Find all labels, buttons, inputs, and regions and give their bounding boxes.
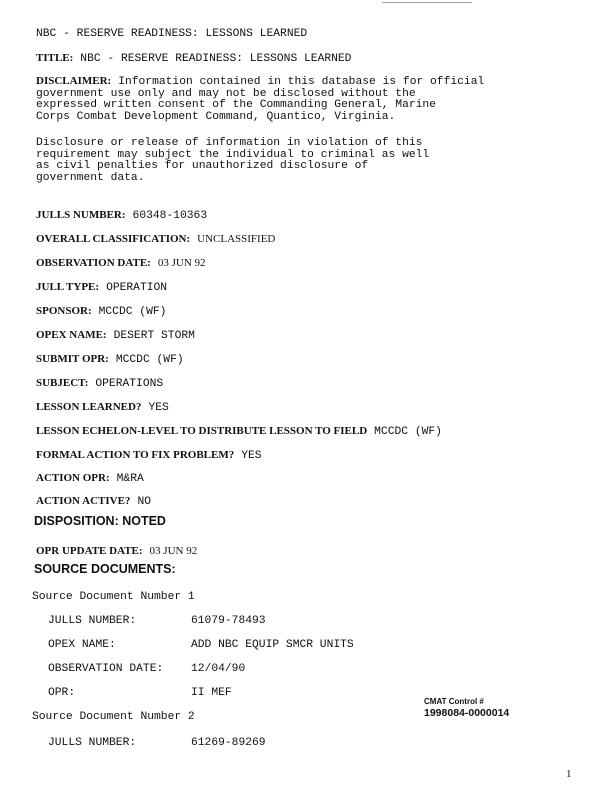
- field-value: M&RA: [116, 473, 144, 485]
- field-label: ACTION OPR:: [36, 472, 110, 484]
- field-value: 60348-10363: [132, 210, 208, 222]
- header-line: NBC - RESERVE READINESS: LESSONS LEARNED: [36, 28, 308, 40]
- field-opr-update-date: [36, 545, 197, 558]
- field-submit-opr: [36, 353, 184, 366]
- field-value: MCCDC (WF): [98, 306, 167, 318]
- disposition: DISPOSITION: NOTED: [34, 514, 166, 528]
- field-label: SPONSOR:: [36, 305, 92, 317]
- field-action-active: [36, 495, 151, 508]
- disclosure-line-1: Disclosure or release of information in violation of this: [36, 137, 423, 149]
- field-label: LESSON LEARNED?: [36, 401, 142, 413]
- field-value: UNCLASSIFIED: [197, 233, 276, 245]
- field-julls-number: [36, 209, 207, 222]
- title-label: TITLE:: [36, 52, 74, 64]
- field-label: JULLS NUMBER:: [36, 209, 126, 221]
- sd1-obs-label: OBSERVATION DATE:: [48, 663, 164, 675]
- field-label: OBSERVATION DATE:: [36, 257, 151, 269]
- field-label: OPEX NAME:: [36, 329, 107, 341]
- field-label: SUBMIT OPR:: [36, 353, 109, 365]
- field-value: NO: [137, 496, 151, 508]
- field-action-opr: [36, 472, 144, 485]
- sd2-julls-label: JULLS NUMBER:: [48, 737, 137, 749]
- top-rule: [382, 2, 472, 3]
- title-row: [36, 52, 351, 65]
- field-value: MCCDC (WF): [115, 354, 184, 366]
- field-echelon-level: [36, 425, 442, 438]
- field-value: OPERATIONS: [95, 378, 164, 390]
- page-number: 1: [566, 768, 572, 780]
- field-value: YES: [148, 402, 169, 414]
- source-document-2-heading: Source Document Number 2: [32, 711, 195, 723]
- sd1-opr-value: II MEF: [191, 687, 232, 699]
- field-subject: [36, 377, 163, 390]
- disclosure-line-2: requirement may subject the individual to criminal as well: [36, 148, 430, 161]
- field-label: ACTION ACTIVE?: [36, 495, 131, 507]
- sd2-julls-value: 61269-89269: [191, 737, 266, 749]
- field-label: OVERALL CLASSIFICATION:: [36, 233, 191, 245]
- field-value: YES: [241, 450, 262, 462]
- disclaimer-block: [36, 76, 484, 123]
- field-label: JULL TYPE:: [36, 281, 100, 293]
- source-document-1-heading: Source Document Number 1: [32, 591, 195, 603]
- field-lesson-learned: [36, 401, 169, 414]
- field-label: OPR UPDATE DATE:: [36, 545, 143, 557]
- field-label: FORMAL ACTION TO FIX PROBLEM?: [36, 449, 235, 461]
- field-value: DESERT STORM: [113, 330, 195, 342]
- field-formal-action: [36, 449, 262, 462]
- cmat-control-label: CMAT Control #: [424, 697, 484, 706]
- field-label: SUBJECT:: [36, 377, 89, 389]
- field-label: LESSON ECHELON-LEVEL TO DISTRIBUTE LESSON TO FIELD: [36, 425, 368, 437]
- disclaimer-line-4: Corps Combat Development Command, Quantico, Virginia.: [36, 110, 396, 123]
- cmat-control-number: 1998084-0000014: [424, 707, 510, 719]
- disclaimer-line-1: Information contained in this database is for official: [118, 76, 485, 88]
- sd1-obs-value: 12/04/90: [191, 663, 246, 675]
- field-value: 03 JUN 92: [157, 257, 206, 269]
- title-value: NBC - RESERVE READINESS: LESSONS LEARNED: [80, 53, 352, 65]
- disclosure-block: [36, 138, 429, 184]
- source-documents-heading: SOURCE DOCUMENTS:: [34, 562, 176, 576]
- sd1-julls-label: JULLS NUMBER:: [48, 615, 137, 627]
- field-sponsor: [36, 305, 166, 318]
- field-value: MCCDC (WF): [374, 426, 442, 438]
- sd1-opex-label: OPEX NAME:: [48, 639, 116, 651]
- field-value: 03 JUN 92: [149, 545, 198, 557]
- field-jull-type: [36, 281, 167, 294]
- sd1-opr-label: OPR:: [48, 687, 76, 699]
- disclaimer-line-2: government use only and may not be disclosed without the: [36, 87, 416, 100]
- sd1-opex-value: ADD NBC EQUIP SMCR UNITS: [191, 639, 354, 651]
- disclaimer-line-3: expressed written consent of the Commanding General, Marine: [36, 99, 436, 111]
- field-overall-classification: [36, 233, 275, 246]
- sd1-julls-value: 61079-78493: [191, 615, 266, 627]
- field-opex-name: [36, 329, 195, 342]
- disclaimer-label: DISCLAIMER:: [36, 75, 112, 87]
- field-observation-date: [36, 257, 206, 270]
- field-value: OPERATION: [106, 282, 168, 294]
- disclosure-line-4: government data.: [36, 171, 145, 184]
- disclosure-line-3: as civil penalties for unauthorized disclosure of: [36, 160, 369, 172]
